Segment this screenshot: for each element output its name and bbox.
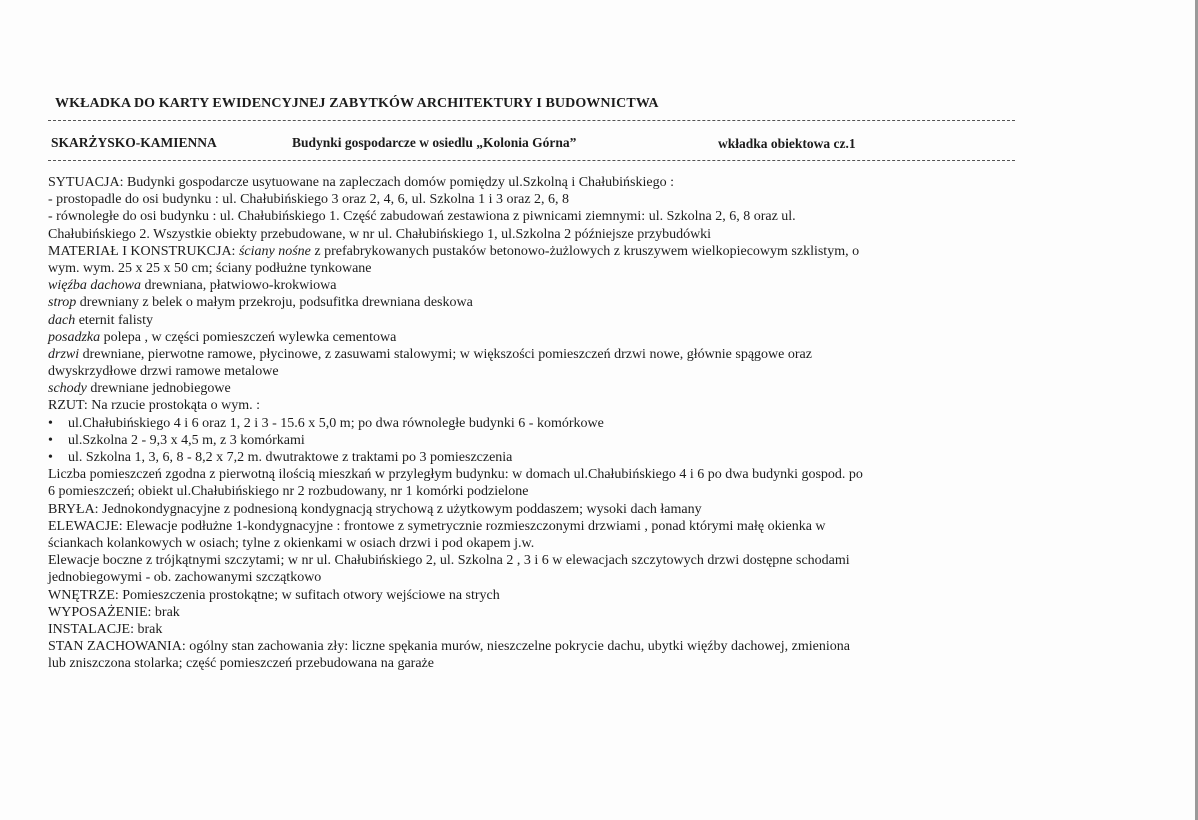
body-line: dwyskrzydłowe drzwi ramowe metalowe	[48, 364, 279, 380]
body-line: SYTUACJA: Budynki gospodarcze usytuowane na zapleczach domów pomiędzy ul.Szkolną i Chałubińskiego :	[48, 175, 674, 190]
italic-term: posadzka	[48, 329, 101, 345]
italic-term: drzwi	[48, 346, 80, 362]
italic-term: więźba dachowa	[48, 278, 141, 294]
body-text: drewniana, płatwiowo-krokwiowa	[140, 278, 337, 294]
body-text: polepa , w części pomieszczeń wylewka cementowa	[100, 329, 397, 345]
document-body	[48, 174, 1018, 672]
body-text: drewniane, pierwotne ramowe, płycinowe, z zasuwami stalowymi; w większości pomieszczeń drzwi nowe, głównie spągowe oraz	[79, 346, 812, 362]
body-line: INSTALACJE: brak	[48, 621, 163, 637]
body-line	[48, 312, 1018, 329]
body-line: STAN ZACHOWANIA: ogólny stan zachowania zły: liczne spękania murów, nieszczelne pokrycie dachu, ubytki więźby dachowej, zmieniona	[48, 639, 850, 655]
italic-term: dach	[48, 312, 76, 328]
body-line	[48, 277, 1018, 294]
body-text: drewniane jednobiegowe	[86, 381, 231, 397]
body-line	[48, 346, 1018, 363]
body-line: wym. wym. 25 x 25 x 50 cm; ściany podłużne tynkowane	[48, 260, 372, 276]
italic-term: schody	[48, 381, 87, 397]
body-line: - prostopadle do osi budynku : ul. Chałubińskiego 3 oraz 2, 4, 6, ul. Szkolna 1 i 3 oraz 2, 6, 8	[48, 192, 570, 208]
body-line	[48, 294, 1018, 311]
dashed-divider	[48, 160, 1015, 161]
header-place: SKARŻYSKO-KAMIENNA	[51, 135, 217, 150]
bullet-item: • ul.Szkolna 2 - 9,3 x 4,5 m, z 3 komórkami	[48, 432, 1018, 449]
body-line: RZUT: Na rzucie prostokąta o wym. :	[48, 398, 260, 414]
italic-term: strop	[48, 295, 77, 311]
body-line: Elewacje boczne z trójkątnymi szczytami; w nr ul. Chałubińskiego 2, ul. Szkolna 2 , 3 i 6 w elewacjach szczytowych drzwi dostępne schodami	[48, 553, 850, 569]
body-line: jednobiegowymi - ob. zachowanymi szczątkowo	[48, 570, 322, 586]
body-line	[48, 243, 1018, 260]
body-text: drewniany z belek o małym przekroju, podsufitka drewniana deskowa	[76, 295, 473, 311]
body-line: Chałubińskiego 2. Wszystkie obiekty przebudowane, w nr ul. Chałubińskiego 1, ul.Szkolna 2 późniejsze przybudówki	[48, 226, 712, 242]
body-text: z prefabrykowanych pustaków betonowo-żużlowych z kruszywem wielkopiecowym szklistym, o	[310, 243, 860, 259]
body-line: 6 pomieszczeń; obiekt ul.Chałubińskiego nr 2 rozbudowany, nr 1 komórki podzielone	[48, 484, 529, 500]
body-text: eternit falisty	[75, 312, 153, 328]
body-line: WNĘTRZE: Pomieszczenia prostokątne; w sufitach otwory wejściowe na strych	[48, 587, 500, 603]
bullet-item: • ul. Szkolna 1, 3, 6, 8 - 8,2 x 7,2 m. dwutraktowe z traktami po 3 pomieszczenia	[48, 449, 1018, 466]
body-line: - równoległe do osi budynku : ul. Chałubińskiego 1. Część zabudowań zestawiona z piwnicami ziemnymi: ul. Szkolna 2, 6, 8 oraz ul.	[48, 209, 796, 225]
body-line: BRYŁA: Jednokondygnacyjne z podnesioną kondygnacją strychową z użytkowym poddaszem; wysoki dach łamany	[48, 501, 702, 517]
document-title: WKŁADKA DO KARTY EWIDENCYJNEJ ZABYTKÓW ARCHITEKTURY I BUDOWNICTWA	[55, 96, 659, 111]
body-line: lub zniszczona stolarka; część pomieszczeń przebudowana na garaże	[48, 656, 434, 672]
dashed-divider	[48, 120, 1015, 121]
body-line	[48, 380, 1018, 397]
body-line: ELEWACJE: Elewacje podłużne 1-kondygnacyjne : frontowe z symetrycznie rozmieszczonymi drzwiami , ponad którymi małę okienka w	[48, 518, 826, 534]
bullet-item: • ul.Chałubińskiego 4 i 6 oraz 1, 2 i 3 - 15.6 x 5,0 m; po dwa równoległe budynki 6 - komórkowe	[48, 415, 1018, 432]
header-object: Budynki gospodarcze w osiedlu „Kolonia Górna”	[292, 135, 577, 150]
italic-term: ściany nośne	[238, 243, 311, 259]
header-insert: wkładka obiektowa cz.1	[718, 136, 856, 151]
body-line: WYPOSAŻENIE: brak	[48, 604, 180, 620]
body-line	[48, 329, 1018, 346]
body-line: ściankach kolankowych w osiach; tylne z okienkami w osiach drzwi i pod okapem j.w.	[48, 535, 535, 551]
body-text: MATERIAŁ I KONSTRUKCJA:	[48, 243, 239, 259]
body-line: Liczba pomieszczeń zgodna z pierwotną ilością mieszkań w przyległym budynku: w domach ul.Chałubińskiego 4 i 6 po dwa budynki gospod. po	[48, 467, 863, 483]
